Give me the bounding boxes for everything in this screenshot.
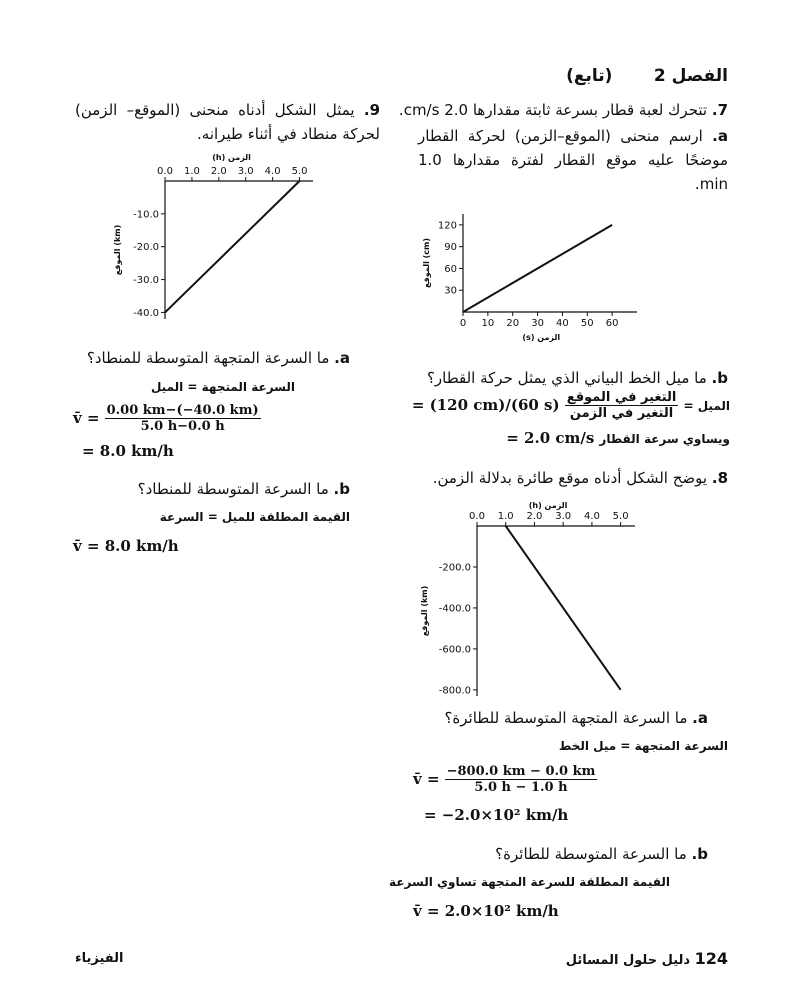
q8-chart	[415, 496, 645, 701]
x-tick-label: 2.0	[210, 166, 227, 177]
x-tick-label: 2.0	[526, 511, 543, 522]
q7a-question	[418, 124, 728, 196]
q7a-text: ارسم منحنى (الموقع–الزمن) لحركة القطار موضحًا عليه موقع القطار لفترة مقدارها 1.0 min.	[418, 127, 728, 193]
q8a-result: = −2.0×10² km/h	[424, 806, 569, 824]
q9-chart	[110, 150, 325, 330]
y-tick-label: -600.0	[438, 644, 471, 656]
chapter-header	[468, 66, 728, 86]
q9a-frac-den: 5.0 h−0.0 h	[140, 419, 225, 434]
q9-text: يمثل الشكل أدناه منحنى (الموقع– الزمن) لحركة منطاد في أثناء طيرانه.	[75, 101, 380, 143]
y-axis-label: الموقع (km)	[113, 224, 122, 276]
q7b-frac-num: التغير في الموقع	[566, 390, 677, 405]
x-tick-label: 30	[531, 318, 544, 329]
chapter-title: الفصل 2	[653, 66, 728, 86]
q8b-text: ما السرعة المتوسطة للطائرة؟	[495, 845, 687, 863]
q9-question	[75, 98, 380, 146]
x-axis-label: الزمن (h)	[212, 153, 251, 162]
q9a-formula	[73, 403, 261, 434]
q9b-result: v̄ = 8.0 km/h	[73, 537, 179, 555]
q9a-text: ما السرعة المتجهة المتوسطة للمنطاد؟	[86, 349, 330, 367]
q8b-formula-label: القيمة المطلقة للسرعة المتجهة تساوي السرعة	[389, 875, 670, 889]
q8a-frac-num: −800.0 km − 0.0 km	[446, 764, 596, 779]
q7a-label: a.	[712, 127, 728, 145]
q8a-formula	[413, 764, 597, 795]
q7b-result-value: = 2.0 cm/s	[506, 429, 595, 447]
q8a-question	[408, 706, 708, 730]
q7-question	[398, 98, 728, 122]
q9a-fraction	[105, 403, 261, 434]
y-tick-label: 60	[444, 263, 457, 275]
q8b-label: b.	[691, 845, 708, 863]
series-line	[165, 181, 300, 312]
y-tick-label: -40.0	[133, 307, 159, 319]
q9-number: 9.	[363, 101, 380, 119]
continued-label: (تابع)	[566, 66, 613, 86]
q8b-result: v̄ = 2.0×10² km/h	[413, 902, 559, 920]
q9a-result: = 8.0 km/h	[82, 442, 174, 460]
q7-text: تتحرك لعبة قطار بسرعة ثابتة مقدارها 2.0 cm/s.	[398, 101, 708, 119]
q7b-fraction	[565, 390, 679, 421]
x-tick-label: 1.0	[497, 511, 514, 522]
x-tick-label: 0.0	[157, 166, 173, 177]
y-tick-label: 120	[437, 220, 457, 232]
q7b-formula-right: = (120 cm)/(60 s)	[411, 396, 560, 414]
y-axis-label: الموقع (cm)	[422, 237, 431, 289]
q7b-result-label: ويساوي سرعة القطار	[599, 432, 730, 446]
x-tick-label: 5.0	[612, 511, 629, 522]
q7b-label: b.	[711, 369, 728, 387]
series-line	[506, 526, 621, 690]
x-tick-label: 4.0	[264, 166, 281, 177]
y-tick-label: -200.0	[438, 562, 471, 574]
q9b-formula-label: القيمة المطلقة للميل = السرعة	[159, 510, 350, 524]
q7b-result	[440, 428, 730, 447]
q8-question	[398, 466, 728, 490]
q7b-question	[398, 366, 728, 390]
q8-number: 8.	[711, 469, 728, 487]
x-tick-label: 5.0	[291, 166, 308, 177]
q8a-text: ما السرعة المتجهة المتوسطة للطائرة؟	[444, 709, 688, 727]
y-tick-label: -400.0	[438, 603, 471, 615]
q9a-question	[75, 346, 350, 370]
q9a-label: a.	[334, 349, 350, 367]
series-line	[463, 225, 612, 312]
x-tick-label: 3.0	[555, 511, 572, 522]
q9a-vbar: v̄ =	[73, 409, 100, 427]
x-axis-label: الزمن (h)	[528, 501, 568, 510]
q9a-formula-label: السرعة المتجهة = الميل	[150, 380, 295, 394]
y-tick-label: -30.0	[133, 275, 159, 287]
q8a-fraction	[445, 764, 598, 795]
book-title: دليل حلول المسائل	[565, 953, 691, 968]
q9b-question	[75, 477, 350, 501]
x-axis-label: الزمن (s)	[522, 333, 561, 342]
q7b-formula	[411, 390, 730, 421]
q8-text: يوضح الشكل أدناه موقع طائرة بدلالة الزمن.	[432, 469, 708, 487]
q9b-label: b.	[333, 480, 350, 498]
footer-subject: الفيزياء	[75, 951, 124, 966]
x-tick-label: 20	[506, 318, 520, 329]
q7b-text: ما ميل الخط البياني الذي يمثل حركة القطار؟	[426, 369, 707, 387]
x-tick-label: 60	[605, 318, 619, 329]
y-tick-label: -800.0	[438, 685, 471, 697]
q7-chart	[415, 200, 645, 350]
y-axis-label: الموقع (km)	[420, 585, 429, 637]
q8a-formula-label: السرعة المتجهة = ميل الخط	[558, 739, 728, 753]
x-tick-label: 0	[459, 318, 467, 329]
q9a-frac-num: 0.00 km−(−40.0 km)	[106, 403, 259, 418]
x-tick-label: 1.0	[183, 166, 200, 177]
q8a-frac-den: 5.0 h − 1.0 h	[474, 780, 568, 795]
x-tick-label: 3.0	[237, 166, 254, 177]
q8a-label: a.	[692, 709, 708, 727]
y-tick-label: -20.0	[133, 242, 159, 254]
x-tick-label: 40	[556, 318, 569, 329]
footer-right	[488, 949, 728, 968]
y-tick-label: 30	[444, 285, 457, 297]
q7-number: 7.	[711, 101, 728, 119]
x-tick-label: 10	[481, 318, 495, 329]
x-tick-label: 4.0	[583, 511, 600, 522]
q7b-frac-den: التغير في الزمن	[569, 406, 674, 421]
q8b-question	[408, 842, 708, 866]
page-number: 124	[694, 949, 728, 968]
q7b-formula-left: الميل =	[683, 399, 730, 413]
x-tick-label: 50	[580, 318, 594, 329]
x-tick-label: 0.0	[469, 511, 485, 522]
y-tick-label: -10.0	[133, 209, 159, 221]
q8a-vbar: v̄ =	[413, 770, 440, 788]
q9b-text: ما السرعة المتوسطة للمنطاد؟	[137, 480, 329, 498]
y-tick-label: 90	[444, 242, 457, 254]
